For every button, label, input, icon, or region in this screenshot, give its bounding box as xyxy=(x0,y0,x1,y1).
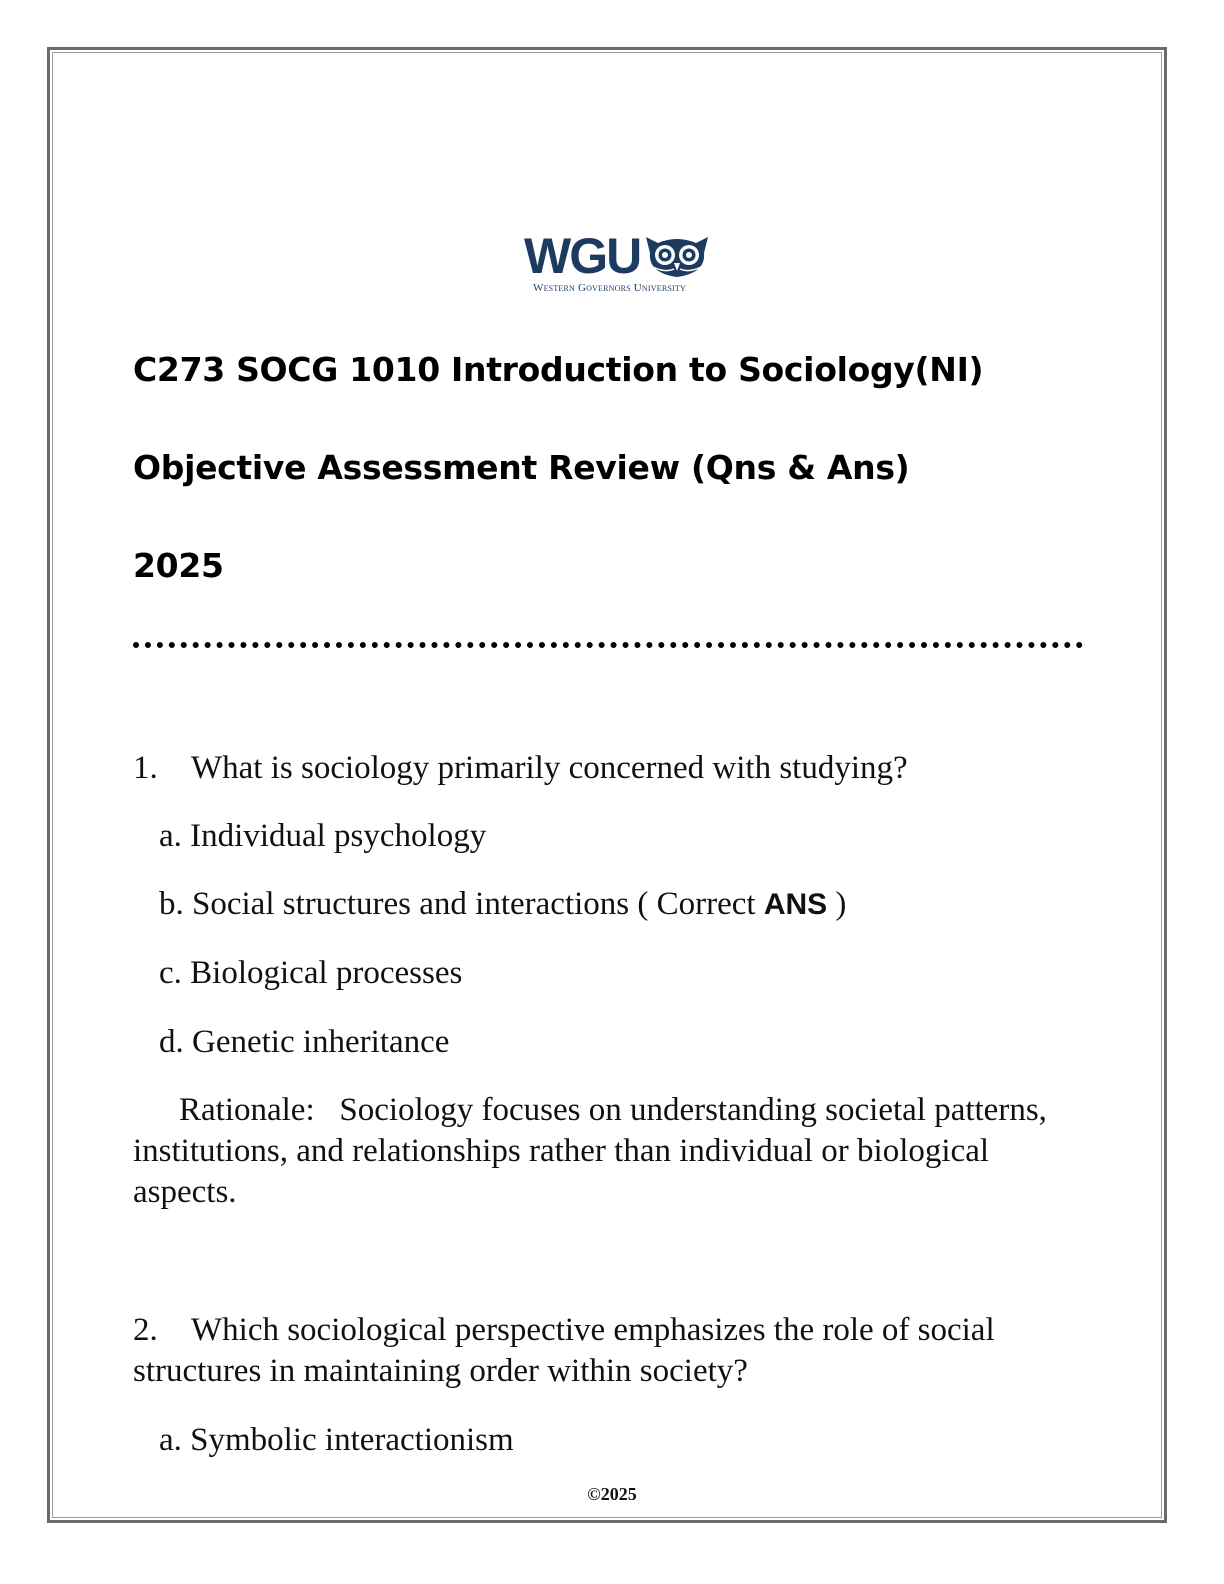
document-title: C273 SOCG 1010 Introduction to Sociology(NI) xyxy=(133,350,984,389)
footer-copyright: ©2025 xyxy=(587,1484,637,1504)
option-letter: b. xyxy=(159,886,184,922)
document-subtitle: Objective Assessment Review (Qns & Ans) xyxy=(133,448,910,487)
option-text-suffix: ) xyxy=(827,886,847,922)
wgu-logo xyxy=(524,228,734,296)
option-a xyxy=(159,1420,514,1461)
option-d xyxy=(159,1022,449,1063)
option-letter: d. xyxy=(159,1024,184,1060)
option-text: Individual psychology xyxy=(190,818,487,854)
owl-icon xyxy=(644,233,710,279)
question-text: What is sociology primarily concerned with studying? xyxy=(191,750,908,786)
question-number: 1. xyxy=(133,750,158,786)
option-b-correct xyxy=(159,884,846,925)
option-letter: a. xyxy=(159,1422,182,1458)
question-2 xyxy=(133,1310,1073,1392)
correct-answer-marker: ANS xyxy=(763,888,828,921)
option-letter: a. xyxy=(159,818,182,854)
option-text: Social structures and interactions ( Correct xyxy=(192,886,764,922)
option-letter: c. xyxy=(159,955,182,991)
question-1 xyxy=(133,748,908,789)
rationale-text: Sociology focuses on understanding societal patterns, institutions, and relationships rather than individual or biological aspects. xyxy=(133,1092,1047,1210)
document-year: 2025 xyxy=(133,546,224,585)
dotted-divider xyxy=(133,642,1083,648)
option-text: Symbolic interactionism xyxy=(190,1422,514,1458)
option-a xyxy=(159,816,486,857)
option-text: Genetic inheritance xyxy=(192,1024,450,1060)
question-text: Which sociological perspective emphasizes the role of social structures in maintaining order within society? xyxy=(133,1312,995,1389)
option-c xyxy=(159,953,462,994)
rationale xyxy=(133,1090,1053,1213)
logo-subtitle: Western Governors University xyxy=(533,282,686,294)
question-number: 2. xyxy=(133,1312,158,1348)
logo-wordmark: WGU xyxy=(524,228,641,284)
option-text: Biological processes xyxy=(190,955,463,991)
rationale-label: Rationale: xyxy=(179,1092,315,1128)
